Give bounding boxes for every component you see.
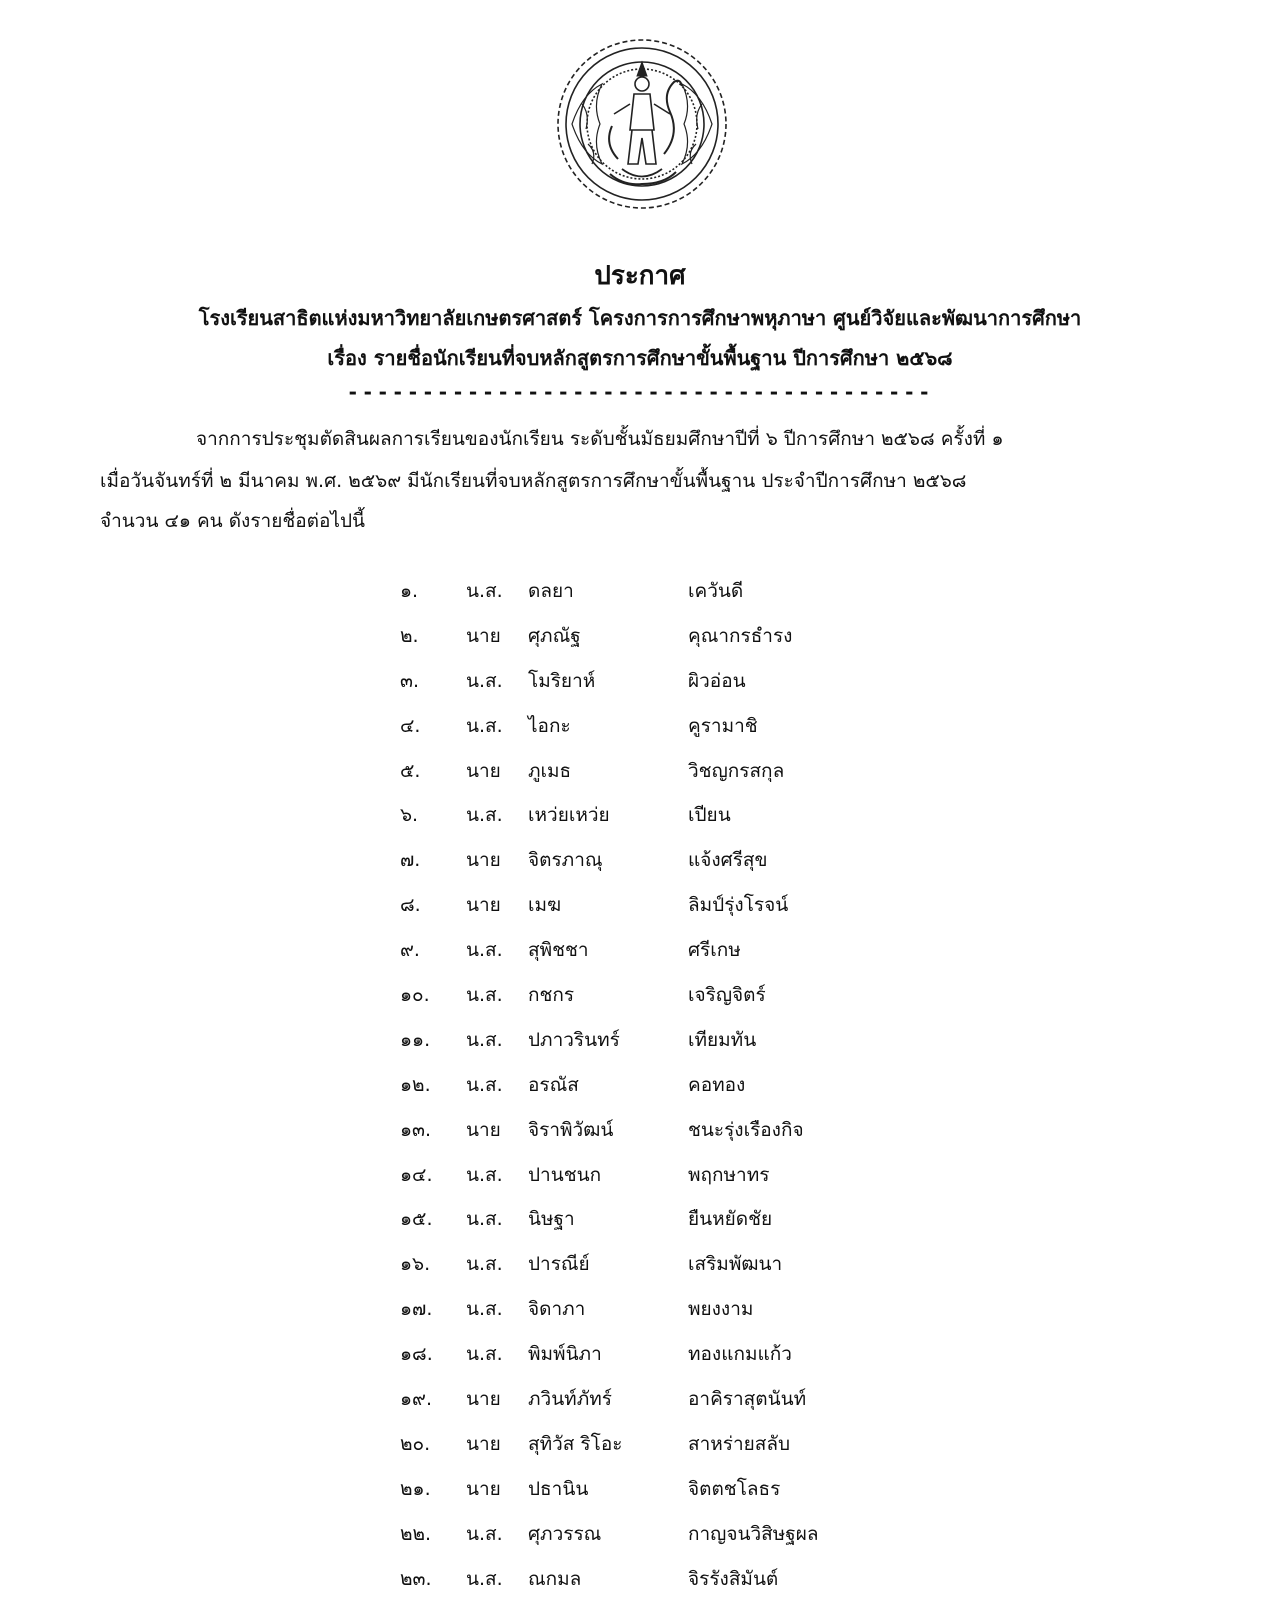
student-title: น.ส. bbox=[466, 939, 503, 962]
student-last-name: เสริมพัฒนา bbox=[688, 1253, 783, 1276]
student-title: น.ส. bbox=[466, 1028, 503, 1051]
student-number: ๒๒. bbox=[400, 1522, 432, 1545]
student-last-name: ชนะรุ่งเรืองกิจ bbox=[688, 1118, 804, 1141]
student-number: ๓. bbox=[400, 669, 420, 692]
student-title: นาย bbox=[466, 624, 501, 647]
student-first-name: จิราพิวัฒน์ bbox=[528, 1118, 614, 1141]
student-number: ๔. bbox=[400, 714, 421, 737]
student-last-name: อาคิราสุตนันท์ bbox=[688, 1388, 807, 1411]
student-title: น.ส. bbox=[466, 1522, 503, 1545]
student-last-name: คูรามาชิ bbox=[688, 714, 758, 737]
student-last-name: เทียมทัน bbox=[688, 1028, 757, 1051]
student-last-name: เปียน bbox=[688, 804, 731, 827]
student-title: น.ส. bbox=[466, 714, 503, 737]
student-last-name: สาหร่ายสลับ bbox=[688, 1432, 791, 1455]
student-last-name: ศรีเกษ bbox=[688, 939, 741, 962]
student-last-name: จิตตชโลธร bbox=[688, 1477, 781, 1500]
body-paragraph-line-3: จำนวน ๔๑ คน ดังรายชื่อต่อไปนี้ bbox=[100, 510, 365, 532]
student-last-name: เจริญจิตร์ bbox=[688, 984, 766, 1007]
student-first-name: โมริยาห์ bbox=[528, 669, 596, 692]
student-first-name: จิดาภา bbox=[528, 1298, 586, 1321]
student-number: ๗. bbox=[400, 849, 421, 872]
student-last-name: ผิวอ่อน bbox=[688, 669, 746, 692]
student-number: ๒๐. bbox=[400, 1432, 431, 1455]
student-last-name: พฤกษาทร bbox=[688, 1163, 770, 1186]
student-title: น.ส. bbox=[466, 1163, 503, 1186]
student-last-name: ยืนหยัดชัย bbox=[688, 1208, 773, 1231]
student-first-name: นิษฐา bbox=[528, 1208, 575, 1231]
student-title: น.ส. bbox=[466, 1298, 503, 1321]
student-title: นาย bbox=[466, 1118, 501, 1141]
student-last-name: เควันดี bbox=[688, 580, 744, 602]
student-last-name: คุณากรธำรง bbox=[688, 624, 793, 647]
student-title: นาย bbox=[466, 1477, 501, 1500]
announcement-title: ประกาศ bbox=[594, 261, 686, 291]
student-number: ๑. bbox=[400, 580, 419, 602]
student-last-name: ทองแกมแก้ว bbox=[688, 1343, 792, 1366]
student-title: น.ส. bbox=[466, 580, 503, 602]
student-title: นาย bbox=[466, 849, 501, 872]
student-number: ๒๓. bbox=[400, 1567, 432, 1590]
student-title: นาย bbox=[466, 759, 501, 782]
student-number: ๘. bbox=[400, 894, 421, 917]
student-first-name: พิมพ์นิภา bbox=[528, 1343, 602, 1366]
student-first-name: ปานชนก bbox=[528, 1163, 602, 1186]
student-title: น.ส. bbox=[466, 1567, 503, 1590]
student-last-name: พยงงาม bbox=[688, 1298, 754, 1321]
student-first-name: ปารณีย์ bbox=[528, 1253, 590, 1276]
student-number: ๙. bbox=[400, 939, 420, 962]
student-number: ๖. bbox=[400, 804, 419, 827]
student-first-name: สุพิชชา bbox=[528, 939, 589, 962]
body-paragraph-line-1: จากการประชุมตัดสินผลการเรียนของนักเรียน ระดับชั้นมัธยมศึกษาปีที่ ๖ ปีการศึกษา ๒๕๖๘ ครั้งที่ ๑ bbox=[196, 428, 1004, 450]
student-title: น.ส. bbox=[466, 984, 503, 1007]
student-first-name: ปธานิน bbox=[528, 1477, 589, 1500]
student-first-name: เมฆ bbox=[528, 894, 562, 917]
student-last-name: คอทอง bbox=[688, 1073, 746, 1096]
student-number: ๑๑. bbox=[400, 1028, 431, 1051]
student-first-name: สุทิวัส ริโอะ bbox=[528, 1432, 623, 1455]
student-title: น.ส. bbox=[466, 1253, 503, 1276]
student-first-name: กชกร bbox=[528, 984, 575, 1007]
student-title: น.ส. bbox=[466, 804, 503, 827]
student-number: ๑๕. bbox=[400, 1208, 433, 1231]
student-title: น.ส. bbox=[466, 1208, 503, 1231]
body-paragraph-line-2: เมื่อวันจันทร์ที่ ๒ มีนาคม พ.ศ. ๒๕๖๙ มีนักเรียนที่จบหลักสูตรการศึกษาขั้นพื้นฐาน ประจำปีการศึกษา ๒๕๖๘ bbox=[100, 470, 967, 492]
student-last-name: แจ้งศรีสุข bbox=[688, 849, 768, 872]
student-number: ๑๗. bbox=[400, 1298, 433, 1321]
student-first-name: ศุภณัฐ bbox=[528, 624, 581, 647]
student-title: น.ส. bbox=[466, 1343, 503, 1366]
student-title: นาย bbox=[466, 1388, 501, 1411]
student-number: ๑๙. bbox=[400, 1388, 433, 1411]
student-first-name: อรณัส bbox=[528, 1073, 579, 1096]
student-title: น.ส. bbox=[466, 1073, 503, 1096]
kasetsart-seal-icon bbox=[552, 34, 732, 214]
student-number: ๑๐. bbox=[400, 984, 430, 1007]
student-title: นาย bbox=[466, 894, 501, 917]
student-first-name: ดลยา bbox=[528, 580, 574, 602]
student-first-name: ศุภวรรณ bbox=[528, 1522, 602, 1545]
student-first-name: ภูเมธ bbox=[528, 759, 572, 782]
student-first-name: จิตรภาณุ bbox=[528, 849, 603, 872]
separator-line: --------------------------------------- bbox=[346, 380, 934, 404]
student-title: นาย bbox=[466, 1432, 501, 1455]
student-number: ๕. bbox=[400, 759, 421, 782]
student-number: ๒๑. bbox=[400, 1477, 431, 1500]
student-first-name: เหว่ยเหว่ย bbox=[528, 804, 610, 827]
student-first-name: ภวินท์ภัทร์ bbox=[528, 1388, 612, 1411]
student-last-name: วิชญกรสกุล bbox=[688, 759, 785, 782]
student-first-name: ณกมล bbox=[528, 1567, 582, 1590]
student-number: ๑๒. bbox=[400, 1073, 431, 1096]
student-last-name: ลิมป์รุ่งโรจน์ bbox=[688, 894, 789, 917]
school-name: โรงเรียนสาธิตแห่งมหาวิทยาลัยเกษตรศาสตร์ โครงการการศึกษาพหุภาษา ศูนย์วิจัยและพัฒนาการศึกษา bbox=[198, 306, 1082, 330]
student-last-name: จิรรังสิมันต์ bbox=[688, 1567, 779, 1590]
student-number: ๒. bbox=[400, 624, 419, 647]
student-title: น.ส. bbox=[466, 669, 503, 692]
student-first-name: ปภาวรินทร์ bbox=[528, 1028, 620, 1051]
student-last-name: กาญจนวิสิษฐผล bbox=[688, 1522, 819, 1545]
student-number: ๑๘. bbox=[400, 1343, 433, 1366]
student-number: ๑๓. bbox=[400, 1118, 432, 1141]
student-first-name: ไอกะ bbox=[528, 714, 571, 737]
announcement-subject: เรื่อง รายชื่อนักเรียนที่จบหลักสูตรการศึกษาขั้นพื้นฐาน ปีการศึกษา ๒๕๖๘ bbox=[327, 346, 953, 370]
student-number: ๑๖. bbox=[400, 1253, 431, 1276]
student-number: ๑๔. bbox=[400, 1163, 433, 1186]
